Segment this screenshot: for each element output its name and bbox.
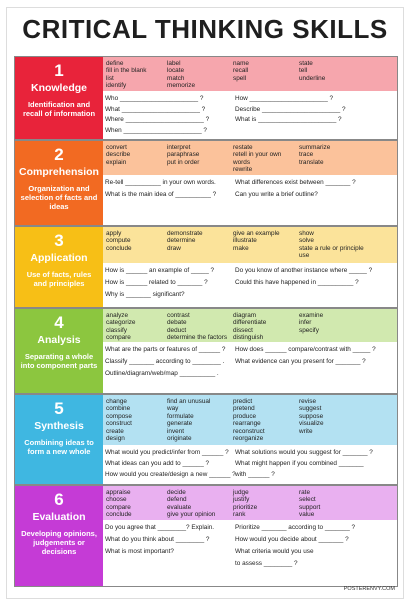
verb: pretend <box>233 405 255 413</box>
verb: rate <box>299 489 311 496</box>
section-description: Separating a whole into component parts <box>20 352 98 370</box>
section-analysis <box>14 308 398 394</box>
verb-list <box>103 309 397 342</box>
verb: choose <box>106 496 127 504</box>
verb: justify <box>233 496 250 504</box>
verb: change <box>106 398 127 405</box>
verb-list <box>103 395 397 445</box>
section-knowledge <box>14 56 398 140</box>
verb: decide <box>167 489 186 496</box>
verb-column <box>106 489 132 519</box>
verb: identify <box>106 82 127 90</box>
question: What is ______________________ ? <box>235 116 342 123</box>
question: How is ______ an example of _____ ? <box>105 267 215 274</box>
verb: describe <box>106 151 131 159</box>
verb: construct <box>106 420 132 428</box>
verb: evaluate <box>167 503 192 511</box>
verb: design <box>106 435 125 443</box>
verb: name <box>233 60 249 67</box>
verb-column <box>167 312 227 342</box>
verb-column <box>299 489 320 519</box>
verb: locate <box>167 67 185 75</box>
verb: compare <box>106 334 131 342</box>
section-name: Application <box>30 252 88 264</box>
verb: differentiate <box>233 319 267 327</box>
question-list <box>103 445 397 484</box>
footer-brand: POSTERENVY.COM <box>343 586 395 592</box>
verb-list <box>103 486 397 520</box>
verb: originate <box>167 435 192 443</box>
verb: diagram <box>233 312 257 319</box>
verb: write <box>299 427 313 435</box>
verb: examine <box>299 312 324 319</box>
verb: illustrate <box>233 237 257 245</box>
section-evaluation <box>14 485 398 587</box>
verb: apply <box>106 230 122 237</box>
verb: reorganize <box>233 435 264 443</box>
question-list <box>103 175 397 225</box>
verb: state a rule or principle <box>299 244 364 252</box>
section-content <box>103 227 397 307</box>
section-description: Developing opinions, judgements or decisions <box>21 529 97 556</box>
verb: state <box>299 60 313 67</box>
verb: appraise <box>106 489 131 496</box>
verb: distinguish <box>233 334 264 342</box>
section-description: Organization and selection of facts and ideas <box>20 184 98 211</box>
poster-title: CRITICAL THINKING SKILLS <box>22 14 388 44</box>
section-description: Combining ideas to form a new whole <box>24 438 94 456</box>
verb: give an example <box>233 230 280 237</box>
verb: summarize <box>299 144 331 151</box>
question: Classify _______ according to ________ . <box>105 358 225 365</box>
section-content <box>103 395 397 484</box>
question: Outline/diagram/web/map __________ . <box>105 370 219 377</box>
verb: fill in the blank <box>106 67 147 75</box>
verb: rewrite <box>233 166 253 174</box>
verb: infer <box>299 319 312 327</box>
section-header <box>15 141 103 225</box>
question: What do you think about ________ ? <box>105 536 210 543</box>
verb: rank <box>233 511 246 519</box>
verb: compose <box>106 412 132 420</box>
verb: dissect <box>233 326 253 334</box>
verb-column <box>167 489 215 519</box>
question: What ideas can you add to ______ ? <box>105 460 210 467</box>
verb: explain <box>106 158 127 166</box>
verb: draw <box>167 244 181 252</box>
verb-column <box>233 60 249 82</box>
verb: compare <box>106 503 131 511</box>
section-content <box>103 486 397 586</box>
question-list <box>103 342 397 393</box>
section-number: 4 <box>54 313 64 332</box>
question: What solutions would you suggest for _______ ? <box>235 449 373 456</box>
verb: interpret <box>167 144 191 151</box>
verb: demonstrate <box>167 230 203 237</box>
question: What ______________________ ? <box>105 105 206 113</box>
verb: label <box>167 60 181 67</box>
section-header <box>15 227 103 307</box>
verb: memorize <box>167 82 196 90</box>
verb-column <box>233 398 265 442</box>
verb: underline <box>299 74 326 82</box>
section-name: Analysis <box>37 334 81 346</box>
verb: support <box>299 503 321 511</box>
verb-column <box>167 398 210 442</box>
verb-column <box>167 144 199 166</box>
verb-list <box>103 227 397 263</box>
verb: debate <box>167 319 187 327</box>
verb-column <box>233 230 280 252</box>
question: How ______________________ ? <box>235 95 334 102</box>
verb-column <box>299 398 324 435</box>
verb: convert <box>106 144 127 151</box>
verb: specify <box>299 326 319 334</box>
section-application <box>14 226 398 308</box>
section-header <box>15 395 103 484</box>
question: Could this have happened in __________ ? <box>235 279 359 286</box>
section-content <box>103 57 397 139</box>
question: Do you agree that ________? Explain. <box>105 524 215 531</box>
verb: determine the factors <box>167 334 228 342</box>
verb: use <box>299 252 310 260</box>
section-name: Knowledge <box>30 82 87 94</box>
section-synthesis <box>14 394 398 485</box>
verb-column <box>233 144 281 174</box>
verb: classify <box>106 326 127 334</box>
section-name: Synthesis <box>34 420 84 432</box>
section-header <box>15 57 103 139</box>
verb: create <box>106 427 124 435</box>
verb: categorize <box>106 319 136 327</box>
section-description: Use of facts, rules and principles <box>26 270 92 288</box>
verb: give your opinion <box>167 511 216 519</box>
question-list <box>103 520 397 586</box>
question: Prioritize _______ according to _______ ? <box>235 524 356 531</box>
question: What criteria would you use <box>235 548 314 555</box>
verb-column <box>106 312 136 342</box>
verb: invent <box>167 427 185 435</box>
verb-column <box>106 144 130 166</box>
section-number: 1 <box>54 61 64 80</box>
question: Where ______________________ ? <box>105 116 210 123</box>
verb: match <box>167 74 185 82</box>
verb: list <box>106 74 114 82</box>
section-number: 3 <box>54 231 64 250</box>
verb: determine <box>167 237 196 245</box>
verb: visualize <box>299 420 324 428</box>
verb: trace <box>299 151 314 159</box>
verb: retell in your own <box>233 151 282 159</box>
question: When ______________________ ? <box>105 126 207 134</box>
verb: solve <box>299 237 314 245</box>
section-content <box>103 309 397 393</box>
verb: contrast <box>167 312 190 319</box>
question: What might happen if you combined _______ <box>235 460 364 467</box>
verb: paraphrase <box>167 151 200 159</box>
poster <box>7 8 403 598</box>
verb: conclude <box>106 244 132 252</box>
verb-column <box>106 60 147 90</box>
verb: compute <box>106 237 131 245</box>
question-list <box>103 91 397 139</box>
verb: combine <box>106 405 131 413</box>
verb: value <box>299 511 315 519</box>
verb-list <box>103 57 397 91</box>
question: What are the parts or features of ______ ? <box>105 346 226 353</box>
question: How would you create/design a new ______ ? <box>105 471 236 478</box>
verb-column <box>299 144 330 166</box>
question: How is ______ related to _______ ? <box>105 279 208 286</box>
verb: suppose <box>299 412 324 420</box>
verb: select <box>299 496 316 504</box>
question: Who ______________________ ? <box>105 95 204 102</box>
verb: judge <box>233 489 249 496</box>
verb: reconstruct <box>233 427 265 435</box>
verb: generate <box>167 420 193 428</box>
section-header <box>15 309 103 393</box>
question: with ______ ? <box>235 471 275 478</box>
section-content <box>103 141 397 225</box>
verb-column <box>106 398 132 442</box>
question: Re-tell __________ in your own words. <box>105 179 216 186</box>
verb: restate <box>233 144 253 151</box>
question: What is the main idea of __________ ? <box>105 191 217 198</box>
verb: put in order <box>167 158 200 166</box>
verb: spell <box>233 74 247 82</box>
section-name: Comprehension <box>19 166 99 178</box>
verb-column <box>167 60 195 90</box>
verb: formulate <box>167 412 194 420</box>
question: Describe ______________________ ? <box>235 105 346 113</box>
verb-column <box>299 230 364 260</box>
question: Can you write a brief outline? <box>235 191 318 198</box>
question: to assess ________ ? <box>235 560 298 567</box>
verb: make <box>233 244 249 252</box>
verb: tell <box>299 67 308 75</box>
verb: find an unusual <box>167 398 211 405</box>
section-comprehension <box>14 140 398 226</box>
verb: predict <box>233 398 253 405</box>
question-list <box>103 263 397 307</box>
question: How would you decide about _______ ? <box>235 536 349 543</box>
verb: produce <box>233 412 257 420</box>
verb: way <box>167 405 179 413</box>
question: What would you predict/infer from ______ ? <box>105 449 229 456</box>
verb: words <box>233 158 251 166</box>
section-number: 5 <box>54 399 64 418</box>
question: How does ______ compare/contrast with _____ ? <box>235 346 376 353</box>
verb-column <box>233 312 266 342</box>
verb: analyze <box>106 312 129 319</box>
verb: prioritize <box>233 503 258 511</box>
verb: revise <box>299 398 317 405</box>
verb: suggest <box>299 405 322 413</box>
verb: deduct <box>167 326 187 334</box>
verb: show <box>299 230 314 237</box>
section-name: Evaluation <box>32 511 86 523</box>
question: What is most important? <box>105 548 174 555</box>
verb-column <box>106 230 132 252</box>
question: What evidence can you present for _______ ? <box>235 358 366 365</box>
verb-column <box>233 489 257 519</box>
section-description: Identification and recall of information <box>22 100 96 118</box>
section-number: 6 <box>54 490 64 509</box>
verb: translate <box>299 158 324 166</box>
section-header <box>15 486 103 586</box>
question: Why is _______ significant? <box>105 291 185 298</box>
verb: define <box>106 60 124 67</box>
verb-column <box>299 312 323 334</box>
section-number: 2 <box>54 145 64 164</box>
verb: defend <box>167 496 187 504</box>
question: Do you know of another instance where _____ ? <box>235 267 373 274</box>
verb-column <box>299 60 325 82</box>
verb-column <box>167 230 203 252</box>
verb-list <box>103 141 397 175</box>
question: What differences exist between _______ ? <box>235 179 356 186</box>
verb: rearrange <box>233 420 261 428</box>
verb: conclude <box>106 511 132 519</box>
verb: recall <box>233 67 249 75</box>
